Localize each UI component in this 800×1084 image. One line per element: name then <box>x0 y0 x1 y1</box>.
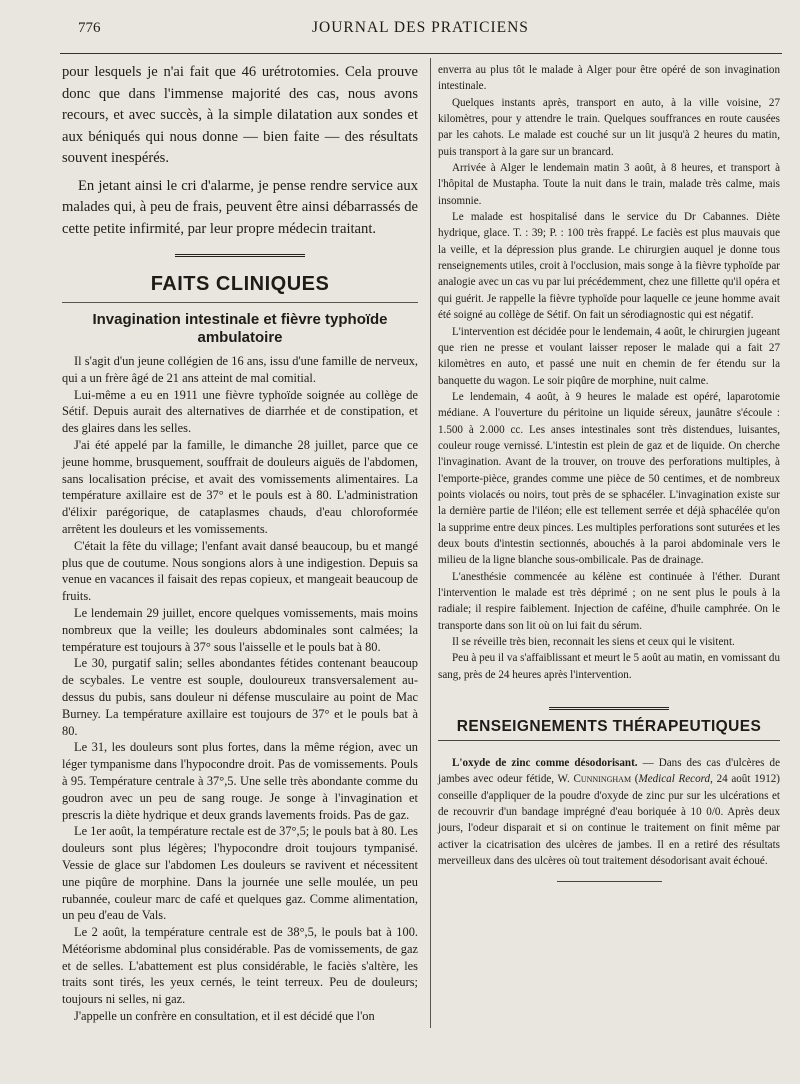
note-text: , 24 août 1912) conseille d'appliquer de la poudre d'oxyde de zinc pur sur les ulcérations et de recouvrir d'un bandage imprégné d'eau boriquée à 10 0/0. Après deux jours, l'odeur disparait et si on continue le traitement on finit même par activer la cicatrisation des ulcères de jambes. Il en a retiré des résultats merveilleux dans des ulcères où tout traitement désodorisant avait échoué. <box>438 773 780 868</box>
note-heading: L'oxyde de zinc comme désodorisant. <box>452 757 638 770</box>
body-paragraph: L'anesthésie commencée au kélène est continuée à l'éther. Durant l'intervention le malade est très déprimé ; on ne sent plus le pouls à la radiale; il respire faiblement. Injection de caféine, d'huile camphrée. On le transporte dans son lit où on lui fait du sérum. <box>438 570 780 632</box>
body-paragraph: L'intervention est décidée pour le lendemain, 4 août, le chirurgien jugeant que rien ne presse et voulant laisser reposer le malade qui a fait 27 kilomètres en auto, et passé une nuit en chemin de fer étendu sur la banquette du wagon. Le soir piqûre de morphine, nuit calme. <box>438 325 780 387</box>
right-column <box>438 62 780 882</box>
body-paragraph: Lui-même a eu en 1911 une fièvre typhoïde soignée au collège de Sétif. Depuis aurait des alternatives de diarrhée et de constipation, et des glaires dans les selles. <box>62 387 418 436</box>
body-paragraph: Le 2 août, la température centrale est de 38°,5, le pouls bat à 100. Météorisme abdominal plus considérable. Pas de vomissements, de gaz et de selles. L'abattement est plus considérable, le faciès s'altère, les traits sont tirés, les yeux cernés, le teint terreux. Peu de douleurs; toujours ni selles, ni gaz. <box>62 925 418 1007</box>
column-divider <box>430 58 431 1028</box>
journal-reference: Medical Record <box>638 773 711 786</box>
body-paragraph: Le 30, purgatif salin; selles abondantes fétides contenant beaucoup de scybales. Le ventre est souple, douloureux transversalement au-dessus du pubis, sans douleur ni défense musculaire au point de Mac Burney. La température axillaire est toujours de 37° et le pouls bat à 80. <box>62 656 418 738</box>
section-title: RENSEIGNEMENTS THÉRAPEUTIQUES <box>456 718 762 736</box>
therapeutic-note <box>438 755 780 869</box>
article-title: Invagination intestinale et fièvre typhoïde ambulatoire <box>92 311 388 346</box>
body-paragraph: Arrivée à Alger le lendemain matin 3 août, à 8 heures, et transport à l'hôpital de Mustapha. Toute la nuit dans le train, malade très calme, mais insomnie. <box>438 162 780 207</box>
body-paragraph: J'appelle un confrère en consultation, et il est décidé que l'on <box>74 1009 375 1024</box>
section-divider <box>175 254 305 257</box>
body-paragraph: Il s'agit d'un jeune collégien de 16 ans, issu d'une famille de nerveux, qui a un frère âgé de 21 ans atteint de mal comitial. <box>62 354 418 385</box>
body-paragraph: enverra au plus tôt le malade à Alger pour être opéré de son invagination intestinale. <box>438 64 780 93</box>
body-paragraph: Le malade est hospitalisé dans le service du Dr Cabannes. Diète hydrique, glace. T. : 39; P. : 100 très frappé. Le faciès est plus mauvais que la veille, et la dépression plus grande. Le chirurgien auquel je donne tous renseignements utiles, croit à l'occlusion, mais songe à la fièvre typhoïde par analogie avec un cas vu par lui précédemment, chez une fillette qu'il opéra et qui guérit. Je rappelle la fièvre typhoïde pour laquelle ce jeune homme avait été soigné au collège de Sétif. On fait un sérodiagnostic qui est négatif. <box>438 211 780 322</box>
journal-title: JOURNAL DES PRATICIENS <box>312 19 529 36</box>
section-title-rule <box>62 302 418 303</box>
header-rule <box>60 53 782 54</box>
section-title-rule <box>438 740 780 741</box>
body-paragraph: Quelques instants après, transport en auto, à la ville voisine, 27 kilomètres, pour y attendre le train. Quelques souffrances en route causées par les cahots. Le malade est couché sur un lit jusqu'à 2 heures du matin, puis transport à la gare sur un brancard. <box>438 96 780 158</box>
body-paragraph: Le 31, les douleurs sont plus fortes, dans la même région, avec un léger tympanisme dans l'hypocondre droit. Pas de vomissements. Pouls à 95. Température centrale à 37°,5. Une selle très abondante comme du goudron avec un peu de sang rouge. Je songe à l'invagination et prescris la diète hydrique et deux grands lavements froids. Pas de gaz. <box>62 740 418 822</box>
page-header <box>0 0 800 48</box>
lead-paragraph: En jetant ainsi le cri d'alarme, je pense rendre service aux malades qui, à peu de frais, peuvent être ainsi débarrassés de cette petite infirmité, par leur propre médecin traitant. <box>62 177 418 237</box>
section-title: FAITS CLINIQUES <box>150 273 330 295</box>
body-paragraph: Le lendemain, 4 août, à 9 heures le malade est opéré, laparotomie médiane. A l'ouverture du péritoine un liquide séreux, jaunâtre s'écoule : 1.500 à 2.000 cc. Les anses intestinales sont très distendues, luisantes, couleur rouge vernissé. L'intestin est plein de gaz et de liquide. On cherche l'invagination. Avant de la trouver, on trouve des perforations multiples, à l'emporte-pièce, grandes comme une pièce de 50 centimes, et de nombreux points violacés ou noirs, tout près de se sphacéler. L'invagination existe sur la dernière partie de l'iléon; elle est tellement serrée et déjà sphacélée qu'on la supprime entre deux pinces. Les multiples perforations sont suturées et les deux bouts d'intestin sectionnés, abouchés à la paroi abdominale vers le milieu de la ligne blanche sous-ombilicale. Pas de drainage. <box>438 390 780 567</box>
end-rule <box>557 881 662 882</box>
body-paragraph: Le lendemain 29 juillet, encore quelques vomissements, mais moins nombreux que la veille; les douleurs abdominales sont calmées; la température est toujours à 37° sous l'aisselle et le pouls bat à 80. <box>62 605 418 654</box>
section-divider <box>549 707 669 710</box>
left-column <box>62 62 418 1025</box>
note-text: ( <box>631 773 639 786</box>
lead-paragraph: pour lesquels je n'ai fait que 46 urétrotomies. Cela prouve donc que dans l'immense majorité des cas, nous avons recours, et avec succès, à la simple dilatation aux sondes et aux béniqués qui nous donne — bien faite — des résultats souvent inespérés. <box>62 64 418 166</box>
body-paragraph: Le 1er août, la température rectale est de 37°,5; le pouls bat à 80. Les douleurs sont plus légères; l'hypocondre droit toujours tympanisé. Vessie de glace sur l'abdomen Les douleurs se ravivent et nécessitent une piqûre de morphine. Dans la journée une selle moulée, un peu rubannée, couleur marc de café et quelques gaz. Comme alimentation, un peu d'eau de Vals. <box>62 824 418 923</box>
body-paragraph: C'était la fête du village; l'enfant avait dansé beaucoup, bu et mangé plus que de coutume. Nous songions alors à une indigestion. Depuis sa venue en vacances il faisait des repas copieux, et mangeait beaucoup de fruits. <box>62 538 418 604</box>
body-paragraph: J'ai été appelé par la famille, le dimanche 28 juillet, parce que ce jeune homme, brusquement, souffrait de douleurs aiguës de l'abdomen, sans localisation précise, et avait des vomissements alimentaires. La température axillaire est de 37° et le pouls est à 80. L'administration d'élixir parégorique, de cataplasmes chauds, d'eau chloroformée arrêtent les douleurs et les vomissements. <box>62 437 418 536</box>
page-number: 776 <box>78 20 101 36</box>
note-text: — Dans des cas d'ulcères de jambes avec odeur fétide, W. <box>438 757 780 786</box>
author-name: Cunningham <box>573 773 632 786</box>
body-paragraph: Peu à peu il va s'affaiblissant et meurt le 5 août au matin, en vomissant du sang, près de 24 heures après l'intervention. <box>438 652 780 681</box>
body-paragraph: Il se réveille très bien, reconnait les siens et ceux qui le visitent. <box>452 636 735 649</box>
